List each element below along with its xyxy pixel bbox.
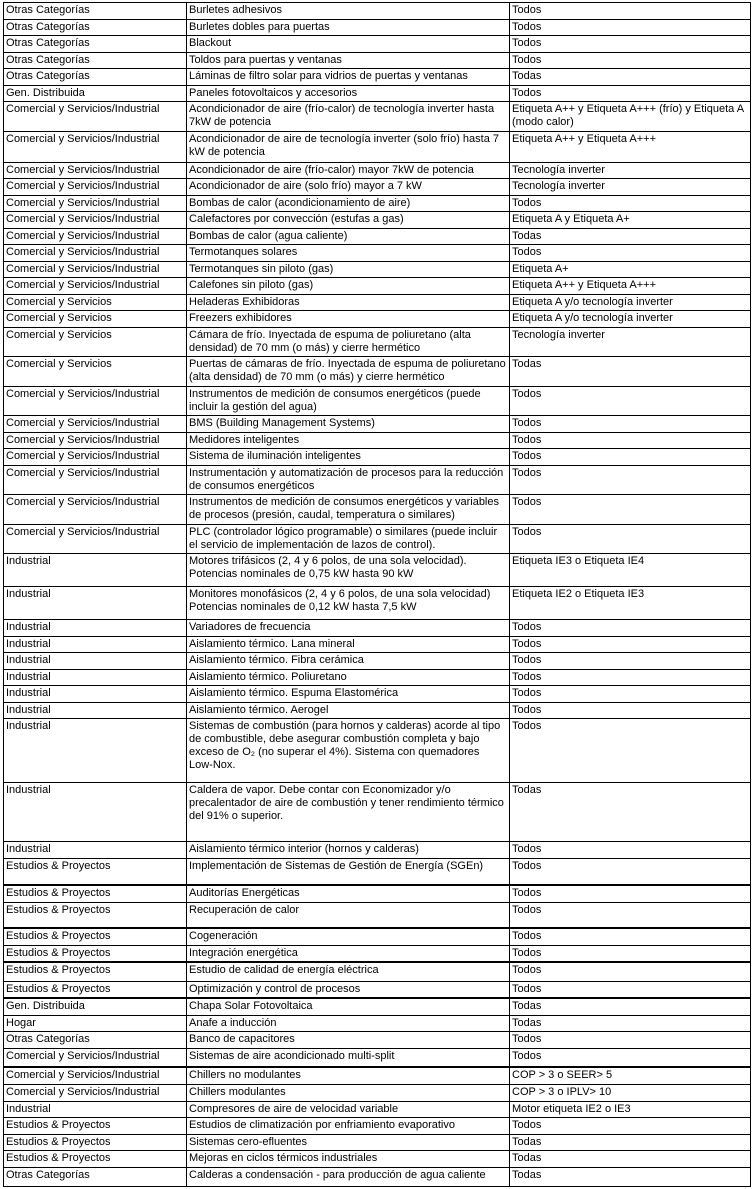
category-cell: Comercial y Servicios/Industrial (4, 228, 187, 245)
requirement-cell: Etiqueta A y/o tecnología inverter (510, 294, 751, 311)
category-cell: Industrial (4, 653, 187, 670)
product-cell: Sistemas de combustión (para hornos y calderas) acorde al tipo de combustible, debe asegurar combustión completa y bajo exceso de O₂ (no superar el 4%). Sistema con quemadores Low-Nox. (187, 719, 510, 783)
requirement-cell: Etiqueta A++ y Etiqueta A+++ (frío) y Etiqueta A (modo calor) (510, 102, 751, 132)
requirement-cell: Todos (510, 1032, 751, 1049)
table-row (4, 179, 751, 196)
category-cell: Industrial (4, 1101, 187, 1118)
table-row (4, 783, 751, 842)
table-row (4, 885, 751, 902)
table-row (4, 686, 751, 703)
category-cell: Comercial y Servicios/Industrial (4, 465, 187, 495)
table-row (4, 981, 751, 998)
requirement-cell: Todos (510, 1118, 751, 1135)
product-cell: Mejoras en ciclos térmicos industriales (187, 1151, 510, 1168)
table-row (4, 1101, 751, 1118)
product-cell: Puertas de cámaras de frío. Inyectada de espuma de poliuretano (alta densidad) de 70 mm (o más) y cierre hermético (187, 357, 510, 387)
category-cell: Industrial (4, 636, 187, 653)
product-cell: Instrumentos de medición de consumos energéticos (puede incluir la gestión del agua) (187, 386, 510, 416)
product-cell: Termotanques sin piloto (gas) (187, 261, 510, 278)
category-cell: Comercial y Servicios (4, 357, 187, 387)
product-cell: Calderas a condensación - para producción de agua caliente (187, 1167, 510, 1186)
product-cell: Compresores de aire de velocidad variable (187, 1101, 510, 1118)
product-cell: Medidores inteligentes (187, 432, 510, 449)
table-row (4, 386, 751, 416)
table-row (4, 928, 751, 945)
category-cell: Otras Categorías (4, 3, 187, 20)
requirement-cell: Todos (510, 686, 751, 703)
category-cell: Otras Categorías (4, 19, 187, 36)
requirement-cell: Etiqueta A++ y Etiqueta A+++ (510, 278, 751, 295)
requirement-cell: Todos (510, 495, 751, 525)
product-cell: Bombas de calor (acondicionamiento de aire) (187, 195, 510, 212)
product-cell: Motores trifásicos (2, 4 y 6 polos, de una sola velocidad). Potencias nominales de 0,75 kW hasta 90 kW (187, 554, 510, 587)
product-cell: Cogeneración (187, 928, 510, 945)
category-cell: Estudios & Proyectos (4, 858, 187, 885)
product-cell: Paneles fotovoltaicos y accesorios (187, 85, 510, 102)
category-cell: Estudios & Proyectos (4, 1151, 187, 1168)
requirement-cell: Todos (510, 52, 751, 69)
requirement-cell: Todos (510, 85, 751, 102)
requirement-cell: Todos (510, 416, 751, 433)
table-row (4, 1032, 751, 1049)
category-cell: Industrial (4, 620, 187, 637)
table-row (4, 524, 751, 554)
requirement-cell: Todos (510, 719, 751, 783)
table-row (4, 842, 751, 859)
product-cell: Sistemas de aire acondicionado multi-split (187, 1048, 510, 1067)
product-cell: Burletes adhesivos (187, 3, 510, 20)
table-row (4, 19, 751, 36)
table-row (4, 1084, 751, 1101)
category-cell: Comercial y Servicios/Industrial (4, 1084, 187, 1101)
requirement-cell: Todas (510, 998, 751, 1015)
requirement-cell: Todas (510, 1015, 751, 1032)
table-row (4, 36, 751, 53)
table-row (4, 261, 751, 278)
table-row (4, 102, 751, 132)
table-row (4, 636, 751, 653)
category-cell: Estudios & Proyectos (4, 981, 187, 998)
table-row (4, 327, 751, 357)
table-row (4, 416, 751, 433)
product-cell: Acondicionador de aire (solo frío) mayor a 7 kW (187, 179, 510, 196)
requirement-cell: Todos (510, 636, 751, 653)
product-cell: Aislamiento térmico. Fibra cerámica (187, 653, 510, 670)
product-cell: Caldera de vapor. Debe contar con Economizador y/o precalentador de aire de combustión y tener rendimiento térmico del 91% o superior. (187, 783, 510, 842)
requirement-cell: Etiqueta A+ (510, 261, 751, 278)
requirement-cell: Todos (510, 386, 751, 416)
requirement-cell: Todos (510, 945, 751, 962)
table-row (4, 945, 751, 962)
product-cell: Aislamiento térmico. Lana mineral (187, 636, 510, 653)
product-cell: Recuperación de calor (187, 902, 510, 928)
product-cell: Instrumentos de medición de consumos energéticos y variables de procesos (presión, caudal, temperatura o similares) (187, 495, 510, 525)
table-row (4, 495, 751, 525)
category-cell: Otras Categorías (4, 69, 187, 86)
table-row (4, 311, 751, 328)
table-row (4, 669, 751, 686)
table-row (4, 162, 751, 179)
requirement-cell: Todos (510, 620, 751, 637)
category-cell: Comercial y Servicios/Industrial (4, 416, 187, 433)
product-cell: Monitores monofásicos (2, 4 y 6 polos, de una sola velocidad) Potencias nominales de 0,12 kW hasta 7,5 kW (187, 587, 510, 620)
requirement-cell: Todos (510, 3, 751, 20)
category-cell: Comercial y Servicios/Industrial (4, 261, 187, 278)
table-row (4, 69, 751, 86)
category-cell: Estudios & Proyectos (4, 945, 187, 962)
category-cell: Estudios & Proyectos (4, 885, 187, 902)
requirement-cell: Todos (510, 195, 751, 212)
category-cell: Comercial y Servicios/Industrial (4, 179, 187, 196)
table-row (4, 195, 751, 212)
requirement-cell: Todos (510, 36, 751, 53)
product-cell: Toldos para puertas y ventanas (187, 52, 510, 69)
table-row (4, 85, 751, 102)
category-cell: Comercial y Servicios/Industrial (4, 245, 187, 262)
product-cell: Calefactores por convección (estufas a gas) (187, 212, 510, 229)
equipment-eligibility-table (3, 2, 751, 1187)
table-row (4, 1134, 751, 1151)
requirement-cell: Todas (510, 1167, 751, 1186)
requirement-cell: Etiqueta A++ y Etiqueta A+++ (510, 131, 751, 162)
requirement-cell: Todos (510, 669, 751, 686)
category-cell: Comercial y Servicios/Industrial (4, 432, 187, 449)
category-cell: Estudios & Proyectos (4, 902, 187, 928)
product-cell: Burletes dobles para puertas (187, 19, 510, 36)
table-row (4, 858, 751, 885)
product-cell: Aislamiento térmico. Poliuretano (187, 669, 510, 686)
requirement-cell: Todos (510, 1048, 751, 1067)
requirement-cell: Todas (510, 1134, 751, 1151)
category-cell: Estudios & Proyectos (4, 962, 187, 981)
requirement-cell: Todas (510, 357, 751, 387)
category-cell: Gen. Distribuida (4, 998, 187, 1015)
category-cell: Industrial (4, 719, 187, 783)
table-row (4, 554, 751, 587)
requirement-cell: Todos (510, 885, 751, 902)
category-cell: Comercial y Servicios/Industrial (4, 162, 187, 179)
requirement-cell: COP > 3 o IPLV> 10 (510, 1084, 751, 1101)
category-cell: Comercial y Servicios (4, 294, 187, 311)
category-cell: Estudios & Proyectos (4, 928, 187, 945)
product-cell: Bombas de calor (agua caliente) (187, 228, 510, 245)
requirement-cell: Etiqueta A y/o tecnología inverter (510, 311, 751, 328)
requirement-cell: Todos (510, 524, 751, 554)
product-cell: Optimización y control de procesos (187, 981, 510, 998)
requirement-cell: Etiqueta A y Etiqueta A+ (510, 212, 751, 229)
product-cell: Sistemas cero-efluentes (187, 1134, 510, 1151)
table-row (4, 1167, 751, 1186)
category-cell: Comercial y Servicios/Industrial (4, 278, 187, 295)
product-cell: Aislamiento térmico interior (hornos y calderas) (187, 842, 510, 859)
table-row (4, 1015, 751, 1032)
requirement-cell: Etiqueta IE3 o Etiqueta IE4 (510, 554, 751, 587)
product-cell: Variadores de frecuencia (187, 620, 510, 637)
product-cell: Cámara de frío. Inyectada de espuma de poliuretano (alta densidad) de 70 mm (o más) y cierre hermético (187, 327, 510, 357)
requirement-cell: Todos (510, 653, 751, 670)
product-cell: Integración energética (187, 945, 510, 962)
requirement-cell: Todos (510, 842, 751, 859)
requirement-cell: Tecnología inverter (510, 162, 751, 179)
product-cell: Chillers modulantes (187, 1084, 510, 1101)
table-row (4, 432, 751, 449)
category-cell: Comercial y Servicios (4, 327, 187, 357)
product-cell: Heladeras Exhibidoras (187, 294, 510, 311)
table-body (4, 3, 751, 1187)
category-cell: Comercial y Servicios/Industrial (4, 524, 187, 554)
requirement-cell: Todas (510, 228, 751, 245)
product-cell: Chapa Solar Fotovoltaica (187, 998, 510, 1015)
requirement-cell: Todos (510, 858, 751, 885)
table-row (4, 1048, 751, 1067)
category-cell: Industrial (4, 686, 187, 703)
product-cell: Implementación de Sistemas de Gestión de Energía (SGEn) (187, 858, 510, 885)
table-row (4, 228, 751, 245)
table-row (4, 1118, 751, 1135)
requirement-cell: Todas (510, 69, 751, 86)
requirement-cell: Todas (510, 1151, 751, 1168)
category-cell: Comercial y Servicios/Industrial (4, 212, 187, 229)
table-row (4, 962, 751, 981)
category-cell: Comercial y Servicios/Industrial (4, 195, 187, 212)
category-cell: Otras Categorías (4, 36, 187, 53)
table-row (4, 212, 751, 229)
requirement-cell: Todos (510, 902, 751, 928)
category-cell: Estudios & Proyectos (4, 1118, 187, 1135)
category-cell: Comercial y Servicios/Industrial (4, 131, 187, 162)
table-row (4, 587, 751, 620)
table-row (4, 52, 751, 69)
table-row (4, 465, 751, 495)
product-cell: Banco de capacitores (187, 1032, 510, 1049)
category-cell: Industrial (4, 587, 187, 620)
requirement-cell: Todos (510, 465, 751, 495)
product-cell: Blackout (187, 36, 510, 53)
product-cell: Sistema de iluminación inteligentes (187, 449, 510, 466)
table-row (4, 131, 751, 162)
product-cell: Calefones sin piloto (gas) (187, 278, 510, 295)
table-row (4, 3, 751, 20)
requirement-cell: Todos (510, 449, 751, 466)
category-cell: Comercial y Servicios/Industrial (4, 386, 187, 416)
product-cell: Estudio de calidad de energía eléctrica (187, 962, 510, 981)
table-row (4, 449, 751, 466)
product-cell: Acondicionador de aire (frío-calor) de tecnología inverter hasta 7kW de potencia (187, 102, 510, 132)
category-cell: Comercial y Servicios (4, 311, 187, 328)
table-row (4, 1151, 751, 1168)
requirement-cell: Todos (510, 981, 751, 998)
table-row (4, 902, 751, 928)
product-cell: PLC (controlador lógico programable) o similares (puede incluir el servicio de implementación de lazos de control). (187, 524, 510, 554)
requirement-cell: Todos (510, 962, 751, 981)
product-cell: Aislamiento térmico. Espuma Elastomérica (187, 686, 510, 703)
table-row (4, 294, 751, 311)
table-row (4, 702, 751, 719)
requirement-cell: Todos (510, 702, 751, 719)
category-cell: Comercial y Servicios/Industrial (4, 1048, 187, 1067)
category-cell: Estudios & Proyectos (4, 1134, 187, 1151)
table-row (4, 998, 751, 1015)
product-cell: Instrumentación y automatización de procesos para la reducción de consumos energéticos (187, 465, 510, 495)
requirement-cell: Todos (510, 245, 751, 262)
product-cell: BMS (Building Management Systems) (187, 416, 510, 433)
requirement-cell: COP > 3 o SEER> 5 (510, 1067, 751, 1084)
table-row (4, 620, 751, 637)
product-cell: Auditorías Energéticas (187, 885, 510, 902)
requirement-cell: Todos (510, 432, 751, 449)
product-cell: Aislamiento térmico. Aerogel (187, 702, 510, 719)
category-cell: Otras Categorías (4, 1032, 187, 1049)
category-cell: Comercial y Servicios/Industrial (4, 495, 187, 525)
table-row (4, 357, 751, 387)
requirement-cell: Todas (510, 783, 751, 842)
category-cell: Industrial (4, 669, 187, 686)
table-row (4, 653, 751, 670)
category-cell: Industrial (4, 842, 187, 859)
requirement-cell: Tecnología inverter (510, 179, 751, 196)
requirement-cell: Tecnología inverter (510, 327, 751, 357)
requirement-cell: Todos (510, 19, 751, 36)
category-cell: Industrial (4, 702, 187, 719)
product-cell: Acondicionador de aire (frío-calor) mayor 7kW de potencia (187, 162, 510, 179)
category-cell: Gen. Distribuida (4, 85, 187, 102)
requirement-cell: Motor etiqueta IE2 o IE3 (510, 1101, 751, 1118)
table-row (4, 278, 751, 295)
table-row (4, 245, 751, 262)
requirement-cell: Etiqueta IE2 o Etiqueta IE3 (510, 587, 751, 620)
table-row (4, 719, 751, 783)
category-cell: Industrial (4, 783, 187, 842)
category-cell: Otras Categorías (4, 52, 187, 69)
category-cell: Industrial (4, 554, 187, 587)
product-cell: Freezers exhibidores (187, 311, 510, 328)
product-cell: Acondicionador de aire de tecnología inverter (solo frío) hasta 7 kW de potencia (187, 131, 510, 162)
table-row (4, 1067, 751, 1084)
category-cell: Otras Categorías (4, 1167, 187, 1186)
product-cell: Estudios de climatización por enfriamiento evaporativo (187, 1118, 510, 1135)
product-cell: Anafe a inducción (187, 1015, 510, 1032)
category-cell: Hogar (4, 1015, 187, 1032)
requirement-cell: Todos (510, 928, 751, 945)
category-cell: Comercial y Servicios/Industrial (4, 449, 187, 466)
category-cell: Comercial y Servicios/Industrial (4, 102, 187, 132)
product-cell: Láminas de filtro solar para vidrios de puertas y ventanas (187, 69, 510, 86)
category-cell: Comercial y Servicios/Industrial (4, 1067, 187, 1084)
product-cell: Termotanques solares (187, 245, 510, 262)
product-cell: Chillers no modulantes (187, 1067, 510, 1084)
